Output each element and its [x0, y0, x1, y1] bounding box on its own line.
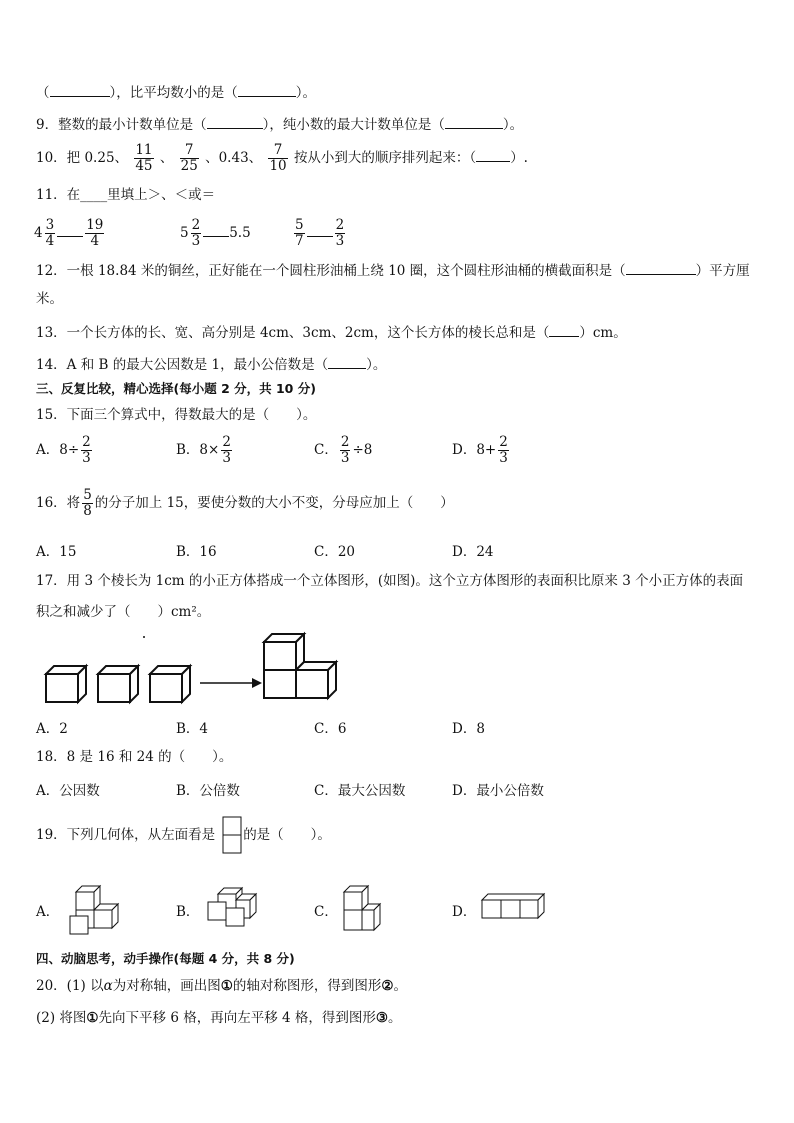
- q18-option-b[interactable]: B．公倍数: [176, 783, 240, 799]
- q16-option-c[interactable]: C．20: [314, 544, 356, 560]
- question-19: 19．下列几何体，从左面看是 的是（ ）。: [36, 827, 331, 843]
- question-12-cont: 米。: [36, 291, 63, 307]
- q17-option-c[interactable]: C．6: [314, 721, 347, 737]
- q19-option-b[interactable]: B．: [176, 904, 200, 920]
- fraction-7-10: $\frac{7}{10}$: [269, 142, 287, 174]
- fraction-7-25: $\frac{7}{25}$: [180, 142, 198, 174]
- q15-option-a[interactable]: A．8÷ $\frac{2}{3}$: [36, 434, 91, 466]
- question-17: 17．用 3 个棱长为 1cm 的小正方体搭成一个立体图形，(如图)。这个立方体图形的表面积比原来 3 个小正方体的表面: [36, 573, 744, 589]
- question-20-part-2: (2) 将图①先向下平移 6 格，再向左平移 4 格，得到图形③。: [36, 1010, 402, 1026]
- q17-option-b[interactable]: B．4: [176, 721, 209, 737]
- q18-option-c[interactable]: C．最大公因数: [314, 783, 406, 799]
- compare-item-a: 4 $\frac{3}{4}$ $\frac{19}{4}$: [34, 217, 104, 249]
- q18-option-d[interactable]: D．最小公倍数: [452, 783, 544, 799]
- question-18: 18．8 是 16 和 24 的（ ）。: [36, 749, 233, 765]
- question-14: 14．A 和 B 的最大公因数是 1，最小公倍数是（ ）。: [36, 354, 386, 374]
- section-3-heading: 三、反复比较，精心选择(每小题 2 分，共 10 分): [36, 381, 316, 396]
- q16-option-a[interactable]: A．15: [36, 544, 77, 560]
- q19-option-c[interactable]: C．: [314, 904, 338, 920]
- q19-shape-b-icon: [204, 886, 264, 932]
- question-11: 11．在____里填上＞、＜或＝: [36, 187, 216, 203]
- q17-cubes-figure: [40, 628, 350, 708]
- q19-shape-c-icon: [340, 882, 390, 936]
- compare-item-c: $\frac{5}{7}$ $\frac{2}{3}$: [295, 217, 345, 249]
- question-10: 10．把 0.25、 $\frac{11}{45}$ 、 $\frac{7}{25}$ 、0.43、 $\frac{7}{10}$ 按从小到大的顺序排列起来：（ ）.: [36, 142, 528, 174]
- question-15: 15．下面三个算式中，得数最大的是（ ）。: [36, 407, 317, 423]
- q17-option-a[interactable]: A．2: [36, 721, 68, 737]
- fraction-11-45: $\frac{11}{45}$: [135, 142, 153, 174]
- cube-icon: [150, 666, 190, 702]
- cube-icon: [46, 666, 86, 702]
- q19-shape-d-icon: [478, 892, 548, 922]
- left-view-icon: [222, 816, 244, 854]
- q19-shape-a-icon: [66, 882, 126, 938]
- q19-option-d[interactable]: D．: [452, 904, 477, 920]
- question-9: 9．整数的最小计数单位是（ ），纯小数的最大计数单位是（ ）。: [36, 114, 523, 134]
- cube-icon: [98, 666, 138, 702]
- q16-option-d[interactable]: D．24: [452, 544, 494, 560]
- q18-option-a[interactable]: A．公因数: [36, 783, 100, 799]
- q15-option-b[interactable]: B．8× $\frac{2}{3}$: [176, 434, 231, 466]
- question-20-part-1: 20．(1) 以α为对称轴，画出图①的轴对称图形，得到图形②。: [36, 978, 407, 994]
- answer-line-continuation: （ ），比平均数小的是（ ）。: [36, 82, 316, 102]
- q16-option-b[interactable]: B．16: [176, 544, 217, 560]
- compare-item-b: 5 $\frac{2}{3}$ 5.5: [180, 217, 251, 249]
- question-17-cont: 积之和减少了（ ）cm²。: [36, 604, 211, 620]
- question-13: 13．一个长方体的长、宽、高分别是 4cm、3cm、2cm，这个长方体的棱长总和是（ ）cm。: [36, 322, 627, 342]
- arrow-right-icon: [200, 678, 262, 688]
- q15-option-d[interactable]: D．8+ $\frac{2}{3}$: [452, 434, 508, 466]
- question-12: 12．一根 18.84 米的铜丝，正好能在一个圆柱形油桶上绕 10 圈，这个圆柱形油桶的横截面积是（ ）平方厘: [36, 260, 750, 280]
- stacked-cubes-icon: [264, 634, 336, 698]
- q19-option-a[interactable]: A．: [36, 904, 60, 920]
- section-4-heading: 四、动脑思考，动手操作(每题 4 分，共 8 分): [36, 951, 295, 966]
- question-16: 16．将 $\frac{5}{8}$ 的分子加上 15，要使分数的大小不变，分母应加上（ ）: [36, 487, 454, 519]
- q15-option-c[interactable]: C． $\frac{2}{3}$ ÷8: [314, 434, 373, 466]
- q17-option-d[interactable]: D．8: [452, 721, 485, 737]
